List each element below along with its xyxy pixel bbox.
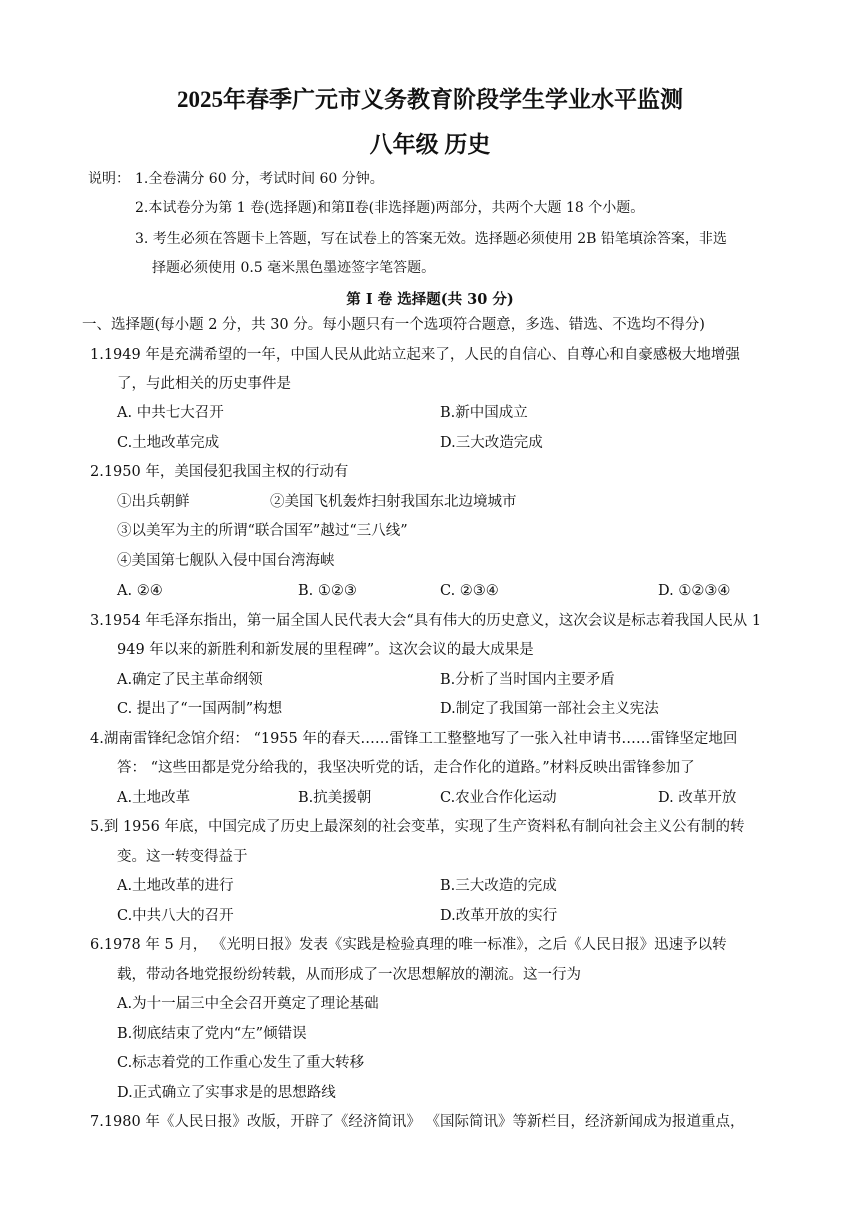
- q5-option-c: C.中共八大的召开: [117, 908, 234, 924]
- q3-option-a: A.确定了民主革命纲领: [117, 672, 263, 688]
- exam-title: 2025年春季广元市义务教育阶段学生学业水平监测: [177, 87, 683, 112]
- exam-subtitle: 八年级 历史: [369, 132, 491, 157]
- q5-option-b: B.三大改造的完成: [440, 878, 557, 894]
- q4-option-b: B.抗美援朝: [298, 790, 372, 806]
- q3-option-d: D.制定了我国第一部社会主义宪法: [440, 701, 659, 717]
- q4-option-d: D. 改革开放: [658, 790, 737, 806]
- q4-option-a: A.土地改革: [117, 790, 191, 806]
- q2-statement-2: ②美国飞机轰炸扫射我国东北边境城市: [270, 494, 517, 510]
- section-heading: 第 Ⅰ 卷 选择题(共 30 分): [346, 291, 514, 308]
- q2-stem: 2.1950 年，美国侵犯我国主权的行动有: [90, 464, 349, 480]
- instruction-3-line2: 择题必须使用 0.5 毫米黑色墨迹签字笔答题。: [152, 260, 436, 276]
- q2-statement-1: ①出兵朝鲜: [117, 494, 190, 510]
- q6-option-a: A.为十一届三中全会召开奠定了理论基础: [117, 996, 379, 1012]
- q2-statement-3: ③以美军为主的所谓“联合国军”越过“三八线”: [117, 523, 408, 539]
- q2-option-c: C. ②③④: [440, 583, 499, 599]
- q1-option-c: C.土地改革完成: [117, 435, 220, 451]
- q4-stem-line1: 4.湖南雷锋纪念馆介绍： “1955 年的春天……雷锋工工整整地写了一张入社申请书……雷锋坚定地回: [90, 731, 738, 747]
- q4-stem-line2: 答： “这些田都是党分给我的，我坚决听党的话，走合作化的道路。”材料反映出雷锋参加了: [117, 760, 695, 776]
- q6-option-c: C.标志着党的工作重心发生了重大转移: [117, 1055, 365, 1071]
- section-intro: 一、选择题(每小题 2 分，共 30 分。每小题只有一个选项符合题意，多选、错选、不选均不得分): [82, 317, 705, 333]
- instruction-2: 2.本试卷分为第 1 卷(选择题)和第Ⅱ卷(非选择题)两部分，共两个大题 18 个小题。: [135, 200, 645, 216]
- q1-stem-line2: 了，与此相关的历史事件是: [117, 376, 291, 392]
- q7-stem-line1: 7.1980 年《人民日报》改版，开辟了《经济简讯》 《国际简讯》等新栏目，经济新闻成为报道重点，: [90, 1114, 745, 1130]
- q2-option-d: D. ①②③④: [658, 583, 731, 599]
- q5-stem-line1: 5.到 1956 年底，中国完成了历史上最深刻的社会变革，实现了生产资料私有制向社会主义公有制的转: [90, 819, 745, 835]
- instruction-3-line1: 3. 考生必须在答题卡上答题，写在试卷上的答案无效。选择题必须使用 2B 铅笔填涂答案，非选: [135, 231, 727, 247]
- q5-option-d: D.改革开放的实行: [440, 908, 558, 924]
- q1-option-d: D.三大改造完成: [440, 435, 543, 451]
- q4-option-c: C.农业合作化运动: [440, 790, 557, 806]
- q2-option-a: A. ②④: [117, 583, 163, 599]
- q3-stem-line1: 3.1954 年毛泽东指出，第一届全国人民代表大会“具有伟大的历史意义，这次会议是标志着我国人民从 1: [90, 613, 762, 629]
- q6-option-d: D.正式确立了实事求是的思想路线: [117, 1085, 336, 1101]
- q3-stem-line2: 949 年以来的新胜利和新发展的里程碑”。这次会议的最大成果是: [117, 642, 534, 658]
- q1-stem-line1: 1.1949 年是充满希望的一年，中国人民从此站立起来了，人民的自信心、自尊心和自豪感极大地增强: [90, 347, 740, 363]
- q6-stem-line2: 载，带动各地党报纷纷转载，从而形成了一次思想解放的潮流。这一行为: [117, 967, 581, 983]
- instruction-1: 1.全卷满分 60 分，考试时间 60 分钟。: [135, 171, 384, 187]
- q5-stem-line2: 变。这一转变得益于: [117, 849, 248, 865]
- instructions-label: 说明：: [88, 171, 130, 187]
- q1-option-a: A. 中共七大召开: [117, 405, 224, 421]
- q2-option-b: B. ①②③: [298, 583, 357, 599]
- q2-statement-4: ④美国第七舰队入侵中国台湾海峡: [117, 553, 335, 569]
- q6-option-b: B.彻底结束了党内“左”倾错误: [117, 1026, 307, 1042]
- q5-option-a: A.土地改革的进行: [117, 878, 234, 894]
- q3-option-b: B.分析了当时国内主要矛盾: [440, 672, 615, 688]
- q6-stem-line1: 6.1978 年 5 月， 《光明日报》发表《实践是检验真理的唯一标准》，之后《人民日报》迅速予以转: [90, 937, 727, 953]
- q3-option-c: C. 提出了“一国两制”构想: [117, 701, 283, 717]
- q1-option-b: B.新中国成立: [440, 405, 528, 421]
